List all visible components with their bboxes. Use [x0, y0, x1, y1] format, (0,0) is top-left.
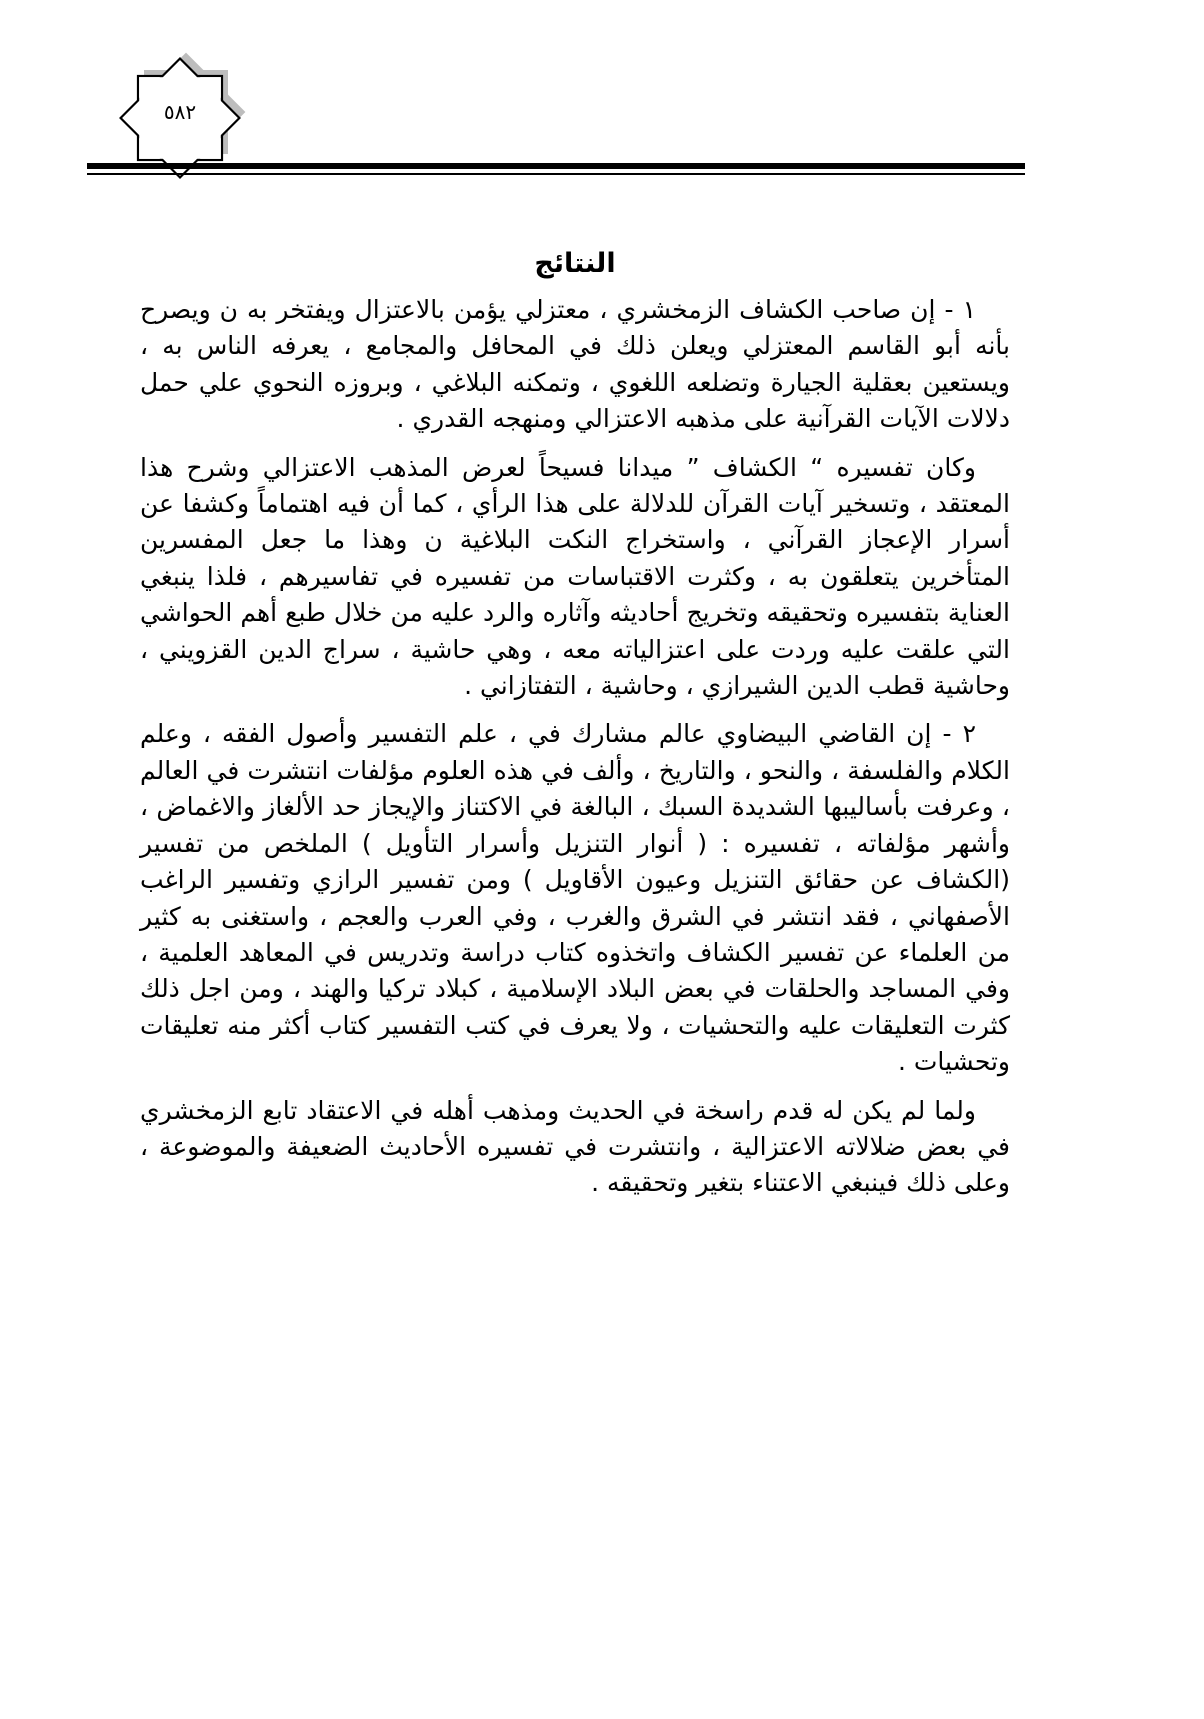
paragraph: ولما لم يكن له قدم راسخة في الحديث ومذهب أهله في الاعتقاد تابع الزمخشري في بعض ضلالاته الاعتزالية ، وانتشرت في تفسيره الأحاديث الضعيفة والموضوعة ، وعلى ذلك فينبغي الاعتناء بتغير وتحقيقه .: [140, 1095, 1010, 1198]
page-number: ٥٨٢: [163, 100, 197, 124]
page-body: [140, 244, 1010, 1214]
paragraph: ١ - إن صاحب الكشاف الزمخشري ، معتزلي يؤمن بالاعتزال ويفتخر به ن ويصرح بأنه أبو القاسم المعتزلي ويعلن ذلك في المحافل والمجامع ، يعرفه الناس به ، ويستعين بعقلية الجيارة وتضلعه اللغوي ، وتمكنه البلاغي ، وبروزه النحوي علي حمل دلالات الآيات القرآنية على مذهبه الاعتزالي ومنهجه القدري .: [140, 295, 1010, 434]
section-heading: النتائج: [534, 248, 616, 279]
paragraph: وكان تفسيره “ الكشاف ” ميدانا فسيحاً لعرض المذهب الاعتزالي وشرح هذا المعتقد ، وتسخير آيات القرآن للدلالة على هذا الرأي ، كما أن فيه اهتماماً وكشفا عن أسرار الإعجاز القرآني ، واستخراج النكت البلاغية ن وهذا ما جعل المفسرين المتأخرين يتعلقون به ، وكثرت الاقتباسات من تفسيره في تفاسيرهم ، فلذا ينبغي العناية بتفسيره وتحقيقه وتخريج أحاديثه وآثاره والرد عليه من خلال طبع أهم الحواشي التي علقت عليه وردت على اعتزالياته معه ، وهي حاشية ، سراج الدين القزويني ، وحاشية قطب الدين الشيرازي ، وحاشية ، التفتازاني .: [140, 452, 1010, 701]
header-rule-thin: [87, 173, 1025, 175]
paragraph: ٢ - إن القاضي البيضاوي عالم مشارك في ، علم التفسير وأصول الفقه ، وعلم الكلام والفلسفة ، والنحو ، والتاريخ ، وألف في هذه العلوم مؤلفات انتشرت في العالم ، وعرفت بأساليبها الشديدة السبك ، البالغة في الاكتناز والإيجاز حد الألغاز والاغماض ، وأشهر مؤلفاته ، تفسيره : ( أنوار التنزيل وأسرار التأويل ) الملخص من تفسير (الكشاف عن حقائق التنزيل وعيون الأقاويل ) ومن تفسير الرازي وتفسير الراغب الأصفهاني ، فقد انتشر في الشرق والغرب ، وفي العرب والعجم ، واستغنى به كثير من العلماء عن تفسير الكشاف واتخذوه كتاب دراسة وتدريس في المعاهد العلمية ، وفي المساجد والحلقات في بعض البلاد الإسلامية ، كبلاد تركيا والهند ، ومن اجل ذلك كثرت التعليقات عليه والتحشيات ، ولا يعرف في كتب التفسير كتاب أكثر منه تعليقات وتحشيات .: [140, 719, 1010, 1077]
header-rule-thick: [87, 163, 1025, 169]
